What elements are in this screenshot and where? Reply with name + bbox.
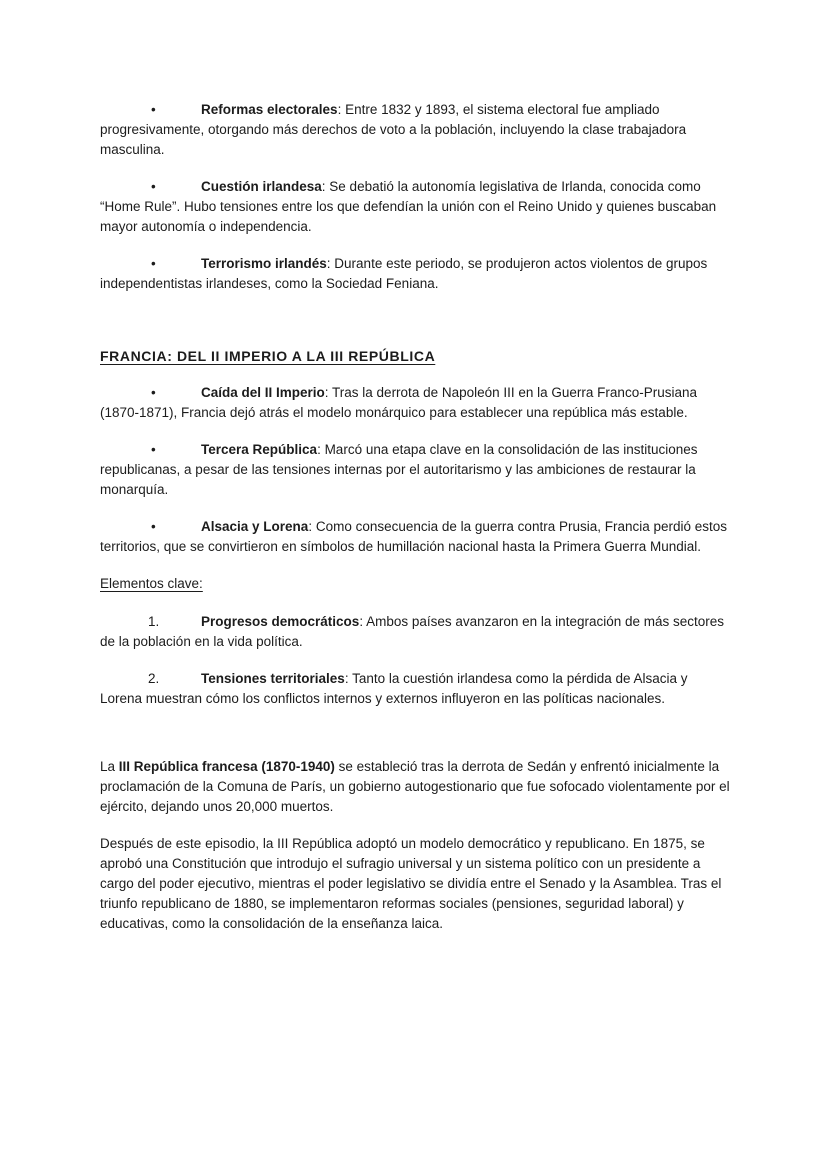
paragraph-iii-republica	[100, 757, 730, 817]
numbered-item-progresos-democraticos	[100, 612, 730, 652]
blank-line	[100, 726, 730, 757]
bullet-marker: •	[151, 385, 156, 400]
term-bold: Cuestión irlandesa	[201, 179, 322, 194]
number-marker: 2.	[148, 671, 160, 686]
item-text: : Como consecuencia de la guerra contra Prusia, Francia perdió estos territorios, que se convirtieron en símbolos de humillación nacional hasta la Primera Guerra Mundial.	[100, 519, 728, 554]
bullet-item-terrorismo-irlandes	[100, 254, 730, 294]
subheading-elementos-clave: Elementos clave:	[100, 576, 203, 591]
blank-line	[100, 311, 730, 346]
paragraph-text: La	[100, 759, 119, 774]
item-text: : Tanto la cuestión irlandesa como la pérdida de Alsacia y Lorena muestran cómo los conflictos internos y externos influyeron en las políticas nacionales.	[100, 671, 688, 706]
term-bold: Alsacia y Lorena	[201, 519, 309, 534]
item-text: : Durante este periodo, se produjeron actos violentos de grupos independentistas irlandeses, como la Sociedad Feniana.	[100, 256, 708, 291]
section-heading-francia: FRANCIA: DEL II IMPERIO A LA III REPÚBLICA	[100, 348, 436, 364]
term-bold: Caída del II Imperio	[201, 385, 325, 400]
bullet-marker: •	[151, 442, 156, 457]
term-bold: Tensiones territoriales	[201, 671, 345, 686]
paragraph-text: se estableció tras la derrota de Sedán y enfrentó inicialmente la proclamación de la Comuna de París, un gobierno autogestionario que fue sofocado violentamente por el ejército, dejando unos 20,000 muertos.	[100, 759, 730, 814]
bullet-item-alsacia-lorena	[100, 517, 730, 557]
term-bold: Progresos democráticos	[201, 614, 360, 629]
term-bold: Reformas electorales	[201, 102, 338, 117]
bullet-marker: •	[151, 179, 156, 194]
number-marker: 1.	[148, 614, 160, 629]
paragraph-despues-episodio	[100, 834, 730, 934]
bullet-item-tercera-republica	[100, 440, 730, 500]
paragraph-text: Después de este episodio, la III República adoptó un modelo democrático y republicano. En 1875, se aprobó una Constitución que introdujo el sufragio universal y un sistema político con un presidente a cargo del poder ejecutivo, mientras el poder legislativo se dividía entre el Senado y la Asamblea. Tras el triunfo republicano de 1880, se implementaron reformas sociales (pensiones, seguridad laboral) y educativas, como la consolidación de la enseñanza laica.	[100, 836, 722, 931]
item-text: : Se debatió la autonomía legislativa de Irlanda, conocida como “Home Rule”. Hubo tensiones entre los que defendían la unión con el Reino Unido y quienes buscaban mayor autonomía o independencia.	[100, 179, 717, 234]
item-text: : Tras la derrota de Napoleón III en la Guerra Franco-Prusiana (1870-1871), Francia dejó atrás el modelo monárquico para establecer una república más estable.	[100, 385, 697, 420]
bullet-item-cuestion-irlandesa	[100, 177, 730, 237]
bullet-marker: •	[151, 256, 156, 271]
bullet-marker: •	[151, 519, 156, 534]
item-text: : Entre 1832 y 1893, el sistema electoral fue ampliado progresivamente, otorgando más derechos de voto a la población, incluyendo la clase trabajadora masculina.	[100, 102, 687, 157]
item-text: : Marcó una etapa clave en la consolidación de las instituciones republicanas, a pesar de las tensiones internas por el autoritarismo y las ambiciones de restaurar la monarquía.	[100, 442, 698, 497]
paragraph-bold: III República francesa (1870-1940)	[118, 759, 335, 774]
term-bold: Tercera República	[201, 442, 318, 457]
bullet-item-caida-ii-imperio	[100, 383, 730, 423]
bullet-marker: •	[151, 102, 156, 117]
item-text: : Ambos países avanzaron en la integración de más sectores de la población en la vida política.	[100, 614, 725, 649]
bullet-item-reformas-electorales	[100, 100, 730, 160]
term-bold: Terrorismo irlandés	[201, 256, 327, 271]
numbered-item-tensiones-territoriales	[100, 669, 730, 709]
